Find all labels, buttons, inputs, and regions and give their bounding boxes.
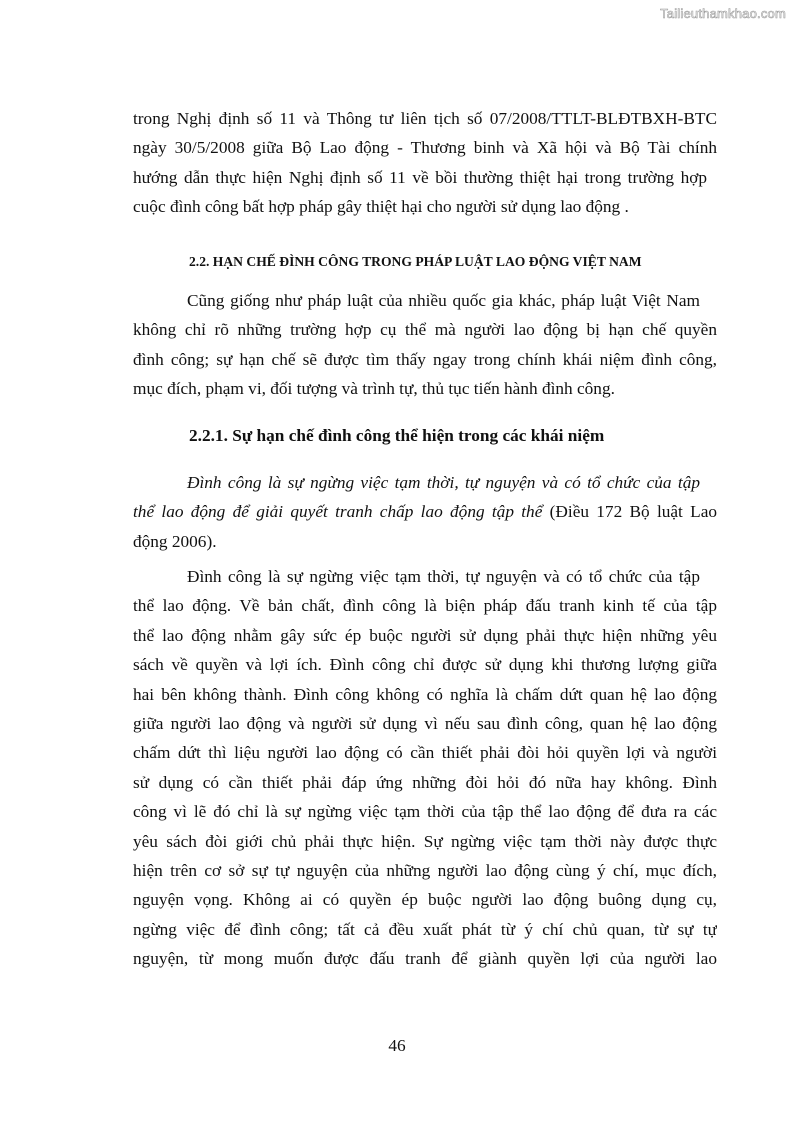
definition-line: Đình công là sự ngừng việc tạm thời, tự nguyện và có tổ chức của tập <box>187 473 700 492</box>
paragraph-line: nguyện vọng. Không ai có quyền ép buộc người lao động buông dụng cụ, <box>133 890 717 910</box>
section-heading: 2.2. HẠN CHẾ ĐÌNH CÔNG TRONG PHÁP LUẬT LAO ĐỘNG VIỆT NAM <box>189 254 642 269</box>
paragraph-line: hiện trên cơ sở sự tự nguyện của những người lao động cùng ý chí, mục đích, <box>133 860 717 880</box>
paragraph-4 <box>133 562 717 973</box>
paragraph-line: đình công; sự hạn chế sẽ được tìm thấy ngay trong chính khái niệm đình công, <box>133 349 717 369</box>
paragraph-line: mục đích, phạm vi, đối tượng và trình tự, thủ tục tiến hành đình công. <box>133 379 615 399</box>
paragraph-line: yêu sách đòi giới chủ phải thực hiện. Sự ngừng việc tạm thời này được thực <box>133 831 717 851</box>
paragraph-line: ngày 30/5/2008 giữa Bộ Lao động - Thương binh và Xã hội và Bộ Tài chính <box>133 138 717 158</box>
paragraph-line: trong Nghị định số 11 và Thông tư liên tịch số 07/2008/TTLT-BLĐTBXH-BTC <box>133 109 717 128</box>
definition-line: động 2006). <box>133 531 217 551</box>
paragraph-line: ngừng việc để đình công; tất cả đều xuất phát từ ý chí chủ quan, từ sự tự <box>133 919 717 939</box>
page-number: 46 <box>388 1036 406 1055</box>
paragraph-line: cuộc đình công bất hợp pháp gây thiệt hại cho người sử dụng lao động . <box>133 197 629 217</box>
definition-citation: (Điều 172 Bộ luật Lao <box>542 502 717 522</box>
definition-italic-text: thể lao động để giải quyết tranh chấp lao động tập thể <box>133 502 543 522</box>
paragraph-line: thể lao động nhằm gây sức ép buộc người sử dụng phải thực hiện những yêu <box>133 625 717 645</box>
paragraph-line: Cũng giống như pháp luật của nhiều quốc gia khác, pháp luật Việt Nam <box>187 291 700 310</box>
paragraph-line: nguyện, từ mong muốn được đấu tranh để giành quyền lợi của người lao <box>133 949 717 969</box>
paragraph-1 <box>133 104 717 222</box>
paragraph-line: công vì lẽ đó chỉ là sự ngừng việc tạm thời của tập thể lao động để đưa ra các <box>133 802 717 822</box>
paragraph-line: sử dụng có cần thiết phải đáp ứng những đòi hỏi đó nữa hay không. Đình <box>133 772 717 792</box>
watermark: Tailieuthamkhao.com <box>660 6 786 21</box>
paragraph-2 <box>133 286 717 404</box>
paragraph-line: thể lao động. Về bản chất, đình công là biện pháp đấu tranh kinh tế của tập <box>133 596 717 616</box>
paragraph-line: hai bên không thành. Đình công không có nghĩa là chấm dứt quan hệ lao động <box>133 684 717 704</box>
paragraph-line: hướng dẫn thực hiện Nghị định số 11 về bồi thường thiệt hại trong trường hợp <box>133 167 707 187</box>
paragraph-line: Đình công là sự ngừng việc tạm thời, tự nguyện và có tổ chức của tập <box>187 567 700 586</box>
paragraph-line: chấm dứt thì liệu người lao động có cần thiết phải đòi hỏi quyền lợi và người <box>133 743 717 763</box>
paragraph-3 <box>133 468 717 556</box>
paragraph-line: giữa người lao động và người sử dụng vì nếu sau đình công, quan hệ lao động <box>133 713 717 733</box>
paragraph-line: sách về quyền và lợi ích. Đình công chỉ được sử dụng khi thương lượng giữa <box>133 655 717 675</box>
definition-line <box>133 497 717 526</box>
subsection-heading: 2.2.1. Sự hạn chế đình công thể hiện trong các khái niệm <box>189 426 605 445</box>
paragraph-line: không chỉ rõ những trường hợp cụ thể mà người lao động bị hạn chế quyền <box>133 320 717 340</box>
